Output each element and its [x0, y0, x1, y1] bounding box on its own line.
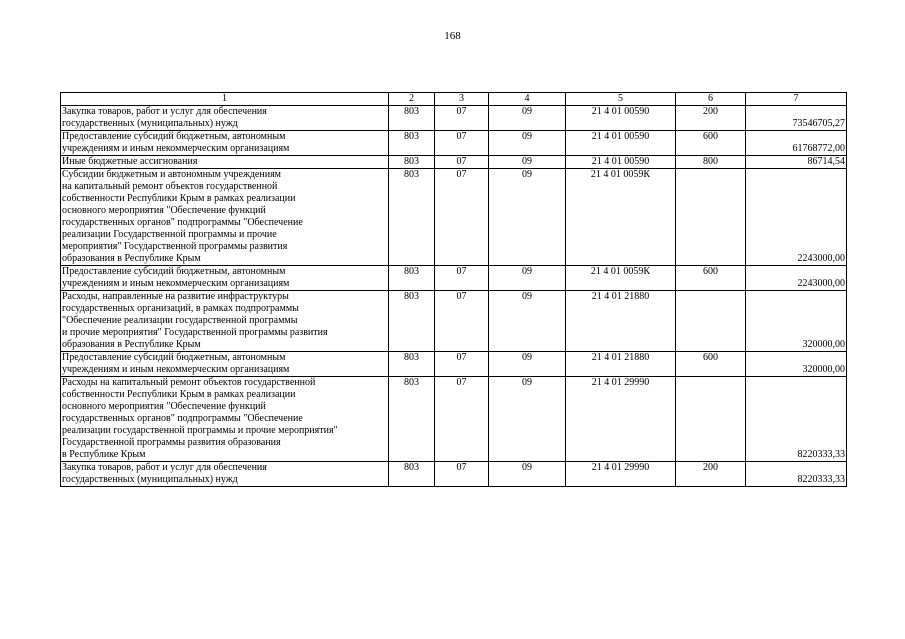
- table-row: [61, 106, 847, 131]
- cell-expense-type: 200: [676, 106, 746, 131]
- cell-target-article: 21 4 01 21880: [566, 352, 676, 377]
- table-row: [61, 169, 847, 266]
- cell-amount: 2243000,00: [746, 169, 847, 266]
- column-header: 7: [746, 93, 847, 106]
- row-description: Расходы, направленные на развитие инфраструктуры государственных организаций, в рамках подпрограммы "Обеспечение реализации государственной программы и прочие мероприятия" Государственной программы развития образования в Республике Крым: [61, 291, 389, 352]
- cell-expense-type: [676, 169, 746, 266]
- row-description: Закупка товаров, работ и услуг для обеспечения государственных (муниципальных) нужд: [61, 462, 389, 487]
- cell-ministry-code: 803: [389, 106, 435, 131]
- cell-amount: 320000,00: [746, 291, 847, 352]
- cell-subsection: 09: [489, 352, 566, 377]
- cell-expense-type: 600: [676, 266, 746, 291]
- cell-expense-type: 200: [676, 462, 746, 487]
- cell-ministry-code: 803: [389, 291, 435, 352]
- cell-target-article: 21 4 01 29990: [566, 377, 676, 462]
- row-description: Предоставление субсидий бюджетным, автономным учреждениям и иным некоммерческим организациям: [61, 266, 389, 291]
- cell-ministry-code: 803: [389, 131, 435, 156]
- cell-amount: 61768772,00: [746, 131, 847, 156]
- table-row: [61, 462, 847, 487]
- row-description: Субсидии бюджетным и автономным учреждениям на капитальный ремонт объектов государственной собственности Республики Крым в рамках реализации основного мероприятия "Обеспечение функций государственных органов" подпрограммы "Обеспечение реализации Государственной программы и прочие мероприятия" Государственной программы развития образования в Республике Крым: [61, 169, 389, 266]
- cell-amount: 2243000,00: [746, 266, 847, 291]
- cell-amount: 320000,00: [746, 352, 847, 377]
- cell-target-article: 21 4 01 0059К: [566, 169, 676, 266]
- cell-ministry-code: 803: [389, 377, 435, 462]
- table-row: [61, 131, 847, 156]
- cell-subsection: 09: [489, 169, 566, 266]
- cell-subsection: 09: [489, 131, 566, 156]
- header-row: [61, 93, 847, 106]
- cell-subsection: 09: [489, 156, 566, 169]
- cell-ministry-code: 803: [389, 352, 435, 377]
- column-header: 1: [61, 93, 389, 106]
- table-row: [61, 377, 847, 462]
- table-row: [61, 156, 847, 169]
- row-description: Предоставление субсидий бюджетным, автономным учреждениям и иным некоммерческим организациям: [61, 131, 389, 156]
- cell-target-article: 21 4 01 21880: [566, 291, 676, 352]
- cell-section: 07: [435, 131, 489, 156]
- cell-subsection: 09: [489, 266, 566, 291]
- cell-section: 07: [435, 352, 489, 377]
- cell-expense-type: 600: [676, 131, 746, 156]
- column-header: 4: [489, 93, 566, 106]
- column-header: 2: [389, 93, 435, 106]
- budget-table: [60, 92, 847, 487]
- cell-ministry-code: 803: [389, 156, 435, 169]
- cell-expense-type: 600: [676, 352, 746, 377]
- cell-amount: 8220333,33: [746, 377, 847, 462]
- cell-subsection: 09: [489, 106, 566, 131]
- cell-expense-type: [676, 291, 746, 352]
- cell-target-article: 21 4 01 00590: [566, 106, 676, 131]
- column-header: 5: [566, 93, 676, 106]
- cell-ministry-code: 803: [389, 266, 435, 291]
- cell-subsection: 09: [489, 291, 566, 352]
- cell-section: 07: [435, 377, 489, 462]
- table-row: [61, 291, 847, 352]
- row-description: Расходы на капитальный ремонт объектов государственной собственности Республики Крым в рамках реализации основного мероприятия "Обеспечение функций государственных органов" подпрограммы "Обеспечение реализации государственной программы и прочие мероприятия" Государственной программы развития образования в Республике Крым: [61, 377, 389, 462]
- cell-target-article: 21 4 01 29990: [566, 462, 676, 487]
- cell-subsection: 09: [489, 462, 566, 487]
- cell-section: 07: [435, 291, 489, 352]
- cell-ministry-code: 803: [389, 462, 435, 487]
- cell-amount: 8220333,33: [746, 462, 847, 487]
- cell-expense-type: [676, 377, 746, 462]
- cell-subsection: 09: [489, 377, 566, 462]
- column-header: 3: [435, 93, 489, 106]
- cell-section: 07: [435, 156, 489, 169]
- cell-section: 07: [435, 266, 489, 291]
- cell-expense-type: 800: [676, 156, 746, 169]
- row-description: Предоставление субсидий бюджетным, автономным учреждениям и иным некоммерческим организациям: [61, 352, 389, 377]
- table-row: [61, 352, 847, 377]
- row-description: Закупка товаров, работ и услуг для обеспечения государственных (муниципальных) нужд: [61, 106, 389, 131]
- cell-section: 07: [435, 106, 489, 131]
- cell-amount: 86714,54: [746, 156, 847, 169]
- cell-target-article: 21 4 01 00590: [566, 131, 676, 156]
- row-description: Иные бюджетные ассигнования: [61, 156, 389, 169]
- table-row: [61, 266, 847, 291]
- cell-amount: 73546705,27: [746, 106, 847, 131]
- page-number: 168: [444, 30, 461, 42]
- cell-section: 07: [435, 462, 489, 487]
- cell-target-article: 21 4 01 00590: [566, 156, 676, 169]
- cell-section: 07: [435, 169, 489, 266]
- column-header: 6: [676, 93, 746, 106]
- cell-ministry-code: 803: [389, 169, 435, 266]
- cell-target-article: 21 4 01 0059К: [566, 266, 676, 291]
